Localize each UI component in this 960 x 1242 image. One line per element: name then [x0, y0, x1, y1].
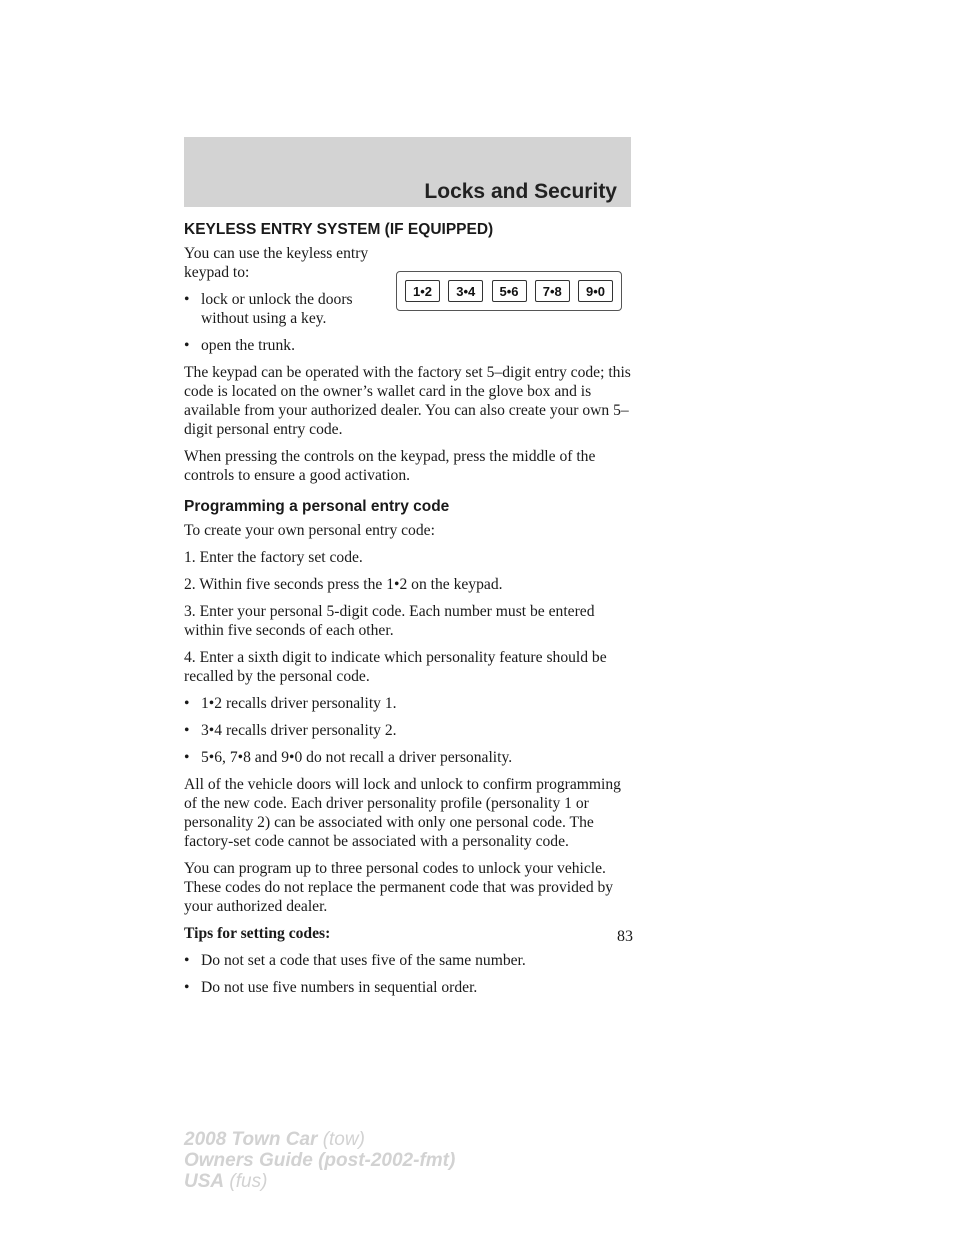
- list-item: [184, 978, 631, 997]
- bullet-icon: •: [184, 749, 190, 766]
- step-item: 4. Enter a sixth digit to indicate which personality feature should be recalled by the personal code.: [184, 649, 607, 685]
- keypad-key-3-4: 3•4: [448, 280, 483, 302]
- list-item: [184, 694, 631, 713]
- tips-title: Tips for setting codes:: [184, 925, 331, 942]
- body-paragraph: You can program up to three personal codes to unlock your vehicle. These codes do not replace the permanent code that was provided by your authorized dealer.: [184, 860, 614, 915]
- list-item-text: 5•6, 7•8 and 9•0 do not recall a driver personality.: [201, 749, 513, 766]
- footer-region-code: (fus): [229, 1171, 268, 1192]
- step-item: 3. Enter your personal 5-digit code. Each number must be entered within five seconds of each other.: [184, 603, 595, 639]
- intro-paragraph: You can use the keyless entry keypad to:: [184, 245, 369, 281]
- list-item: [184, 951, 631, 970]
- list-item-text: 3•4 recalls driver personality 2.: [201, 722, 397, 739]
- page-number: 83: [617, 928, 633, 945]
- step-item: 2. Within five seconds press the 1•2 on the keypad.: [184, 576, 503, 593]
- footer-model: 2008 Town Car: [184, 1129, 318, 1150]
- subsection-title: Programming a personal entry code: [184, 498, 450, 515]
- intro-block: [184, 244, 631, 355]
- bullet-icon: •: [184, 952, 190, 969]
- list-item-text: Do not use five numbers in sequential order.: [201, 979, 478, 996]
- bullet-icon: •: [184, 695, 190, 712]
- list-item: [184, 721, 631, 740]
- keypad-key-1-2: 1•2: [405, 280, 440, 302]
- bullet-icon: •: [184, 337, 190, 354]
- page-content: [184, 220, 631, 1005]
- list-item: [184, 748, 631, 767]
- list-item-text: lock or unlock the doors without using a key.: [201, 291, 353, 327]
- body-paragraph: All of the vehicle doors will lock and unlock to confirm programming of the new code. Each driver personality profile (personality 1 or personality 2) can be associated with only one personal code. The factory-set code cannot be associated with a personality code.: [184, 776, 621, 850]
- footer-model-code: (tow): [322, 1129, 365, 1150]
- list-item-text: Do not set a code that uses five of the same number.: [201, 952, 526, 969]
- keypad-key-5-6: 5•6: [492, 280, 527, 302]
- section-header-title: Locks and Security: [424, 180, 617, 203]
- list-item-text: 1•2 recalls driver personality 1.: [201, 695, 397, 712]
- document-footer: [184, 1129, 455, 1192]
- section-header-band: [184, 137, 631, 207]
- keypad-illustration: [396, 271, 622, 311]
- list-item-text: open the trunk.: [201, 337, 295, 354]
- body-paragraph: To create your own personal entry code:: [184, 522, 435, 539]
- bullet-icon: •: [184, 979, 190, 996]
- list-item: [184, 290, 384, 328]
- footer-line: [184, 1171, 455, 1192]
- keypad-key-9-0: 9•0: [578, 280, 613, 302]
- section-title: KEYLESS ENTRY SYSTEM (IF EQUIPPED): [184, 221, 494, 238]
- footer-guide: Owners Guide (post-2002-fmt): [184, 1150, 456, 1171]
- step-item: 1. Enter the factory set code.: [184, 549, 363, 566]
- footer-region: USA: [184, 1171, 225, 1192]
- list-item: [184, 336, 384, 355]
- body-paragraph: The keypad can be operated with the factory set 5–digit entry code; this code is located on the owner’s wallet card in the glove box and is available from your authorized dealer. You can also create your own 5–digit personal entry code.: [184, 364, 631, 438]
- bullet-icon: •: [184, 291, 190, 308]
- body-paragraph: When pressing the controls on the keypad, press the middle of the controls to ensure a good activation.: [184, 448, 596, 484]
- keypad-key-7-8: 7•8: [535, 280, 570, 302]
- footer-line: [184, 1129, 455, 1150]
- bullet-icon: •: [184, 722, 190, 739]
